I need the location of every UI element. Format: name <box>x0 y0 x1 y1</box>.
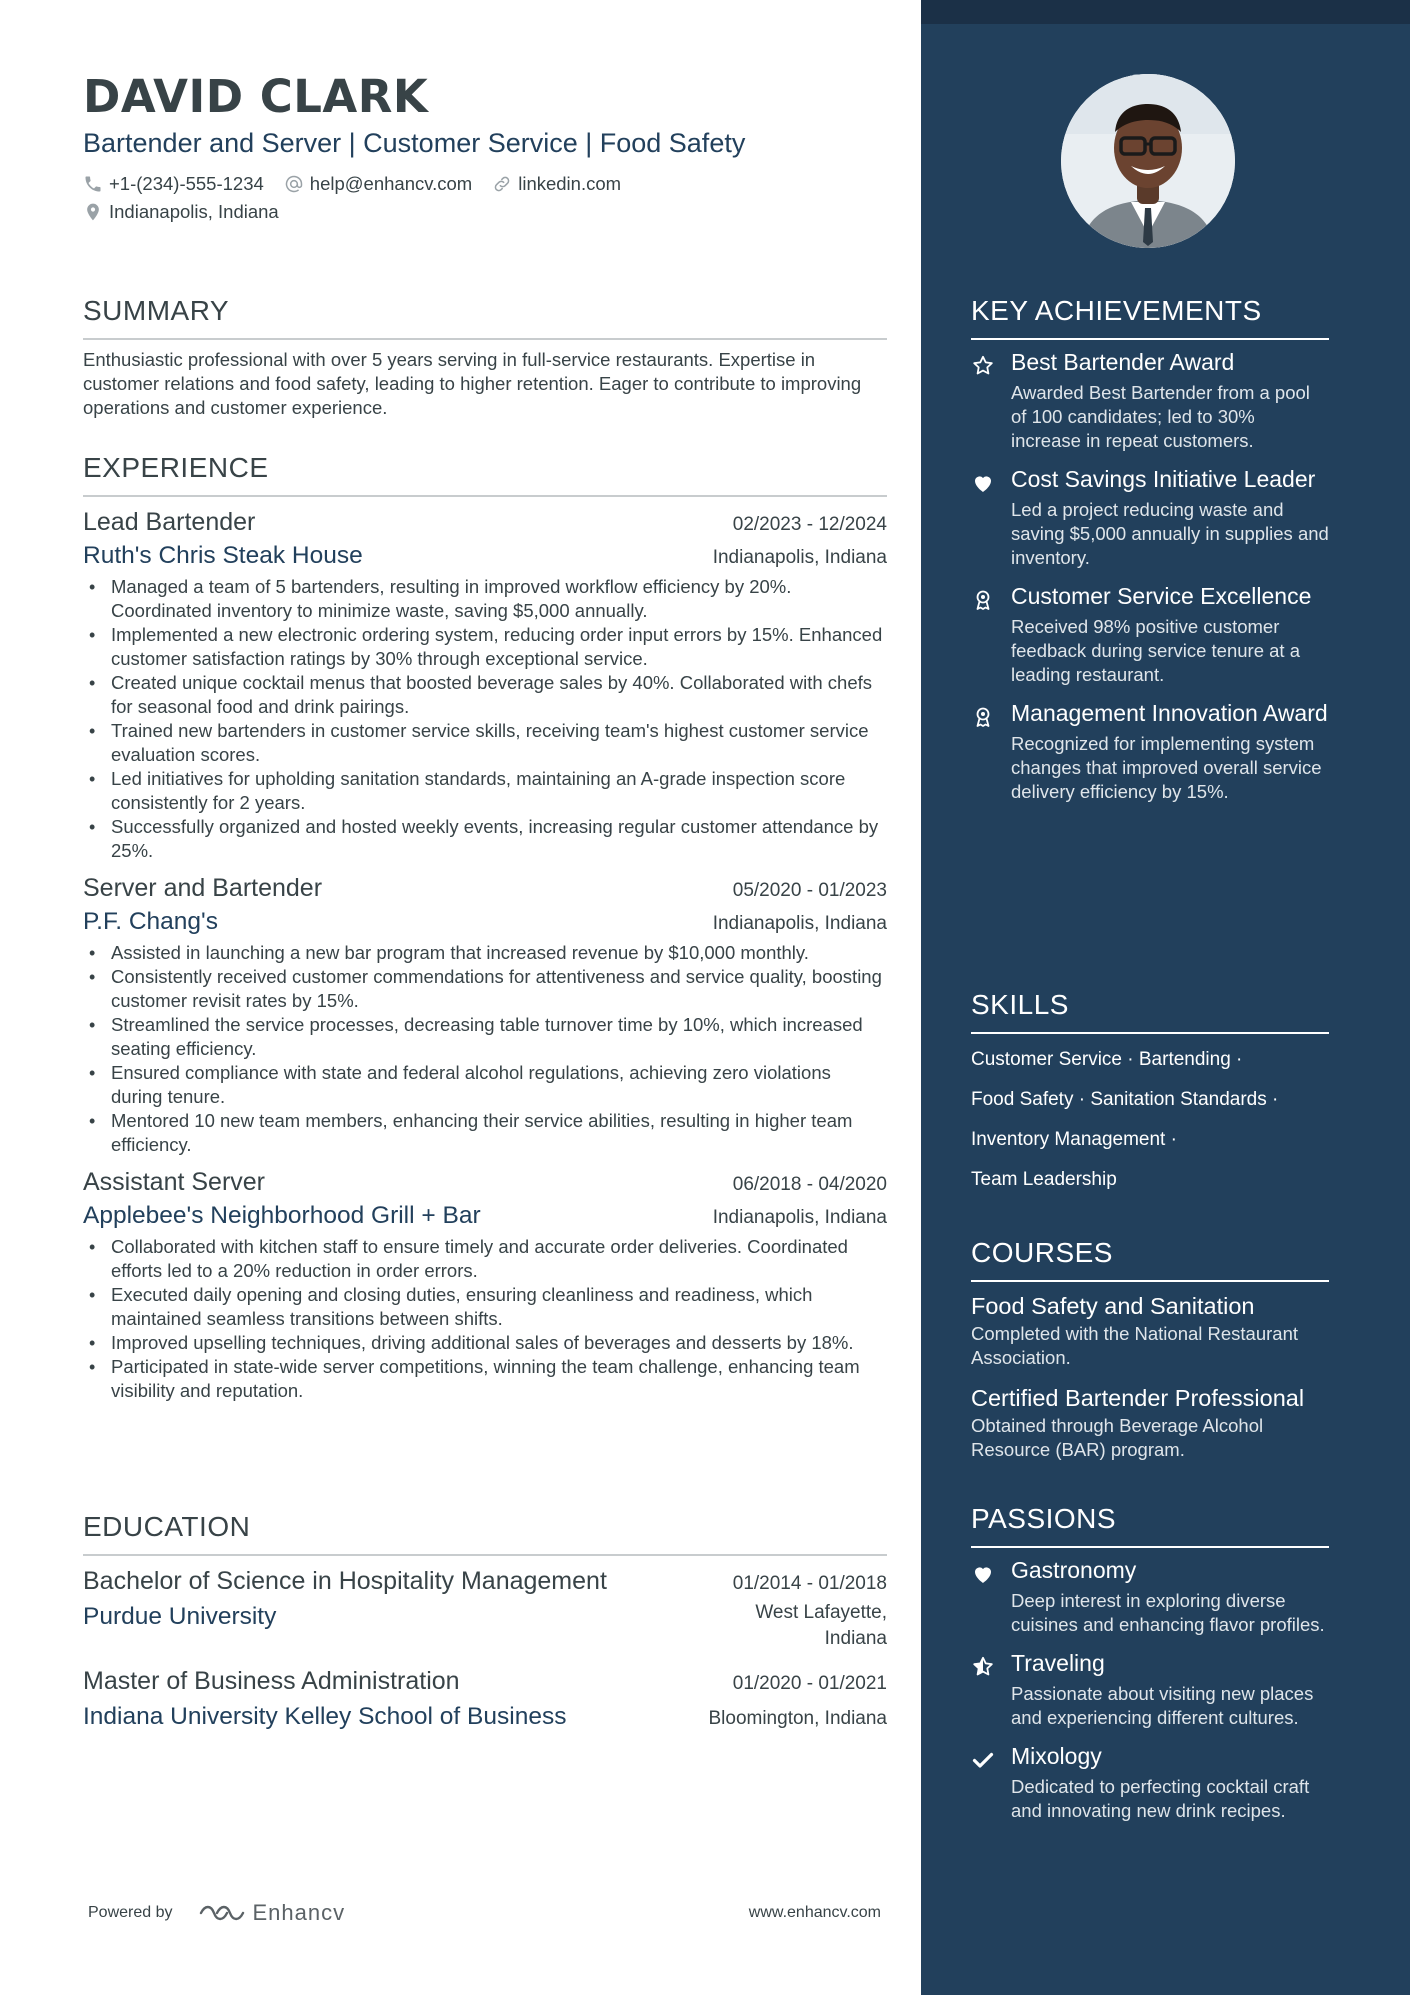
achievement-item <box>971 465 1329 570</box>
job-entry <box>83 505 887 863</box>
achievement-description: Received 98% positive customer feedback during service tenure at a leading restaurant. <box>1011 616 1300 685</box>
brand-name: Enhancv <box>252 1900 346 1925</box>
sidebar-top-bar <box>921 0 1410 24</box>
job-location: Indianapolis, Indiana <box>712 913 887 934</box>
bullet-item: • Streamlined the service processes, decreasing table turnover time by 10%, which increased seating efficiency. <box>83 1013 887 1061</box>
bullet-item: • Managed a team of 5 bartenders, resulting in improved workflow efficiency by 20%. Coordinated inventory to minimize waste, saving $5,000 annually. <box>83 575 887 623</box>
job-dates: 06/2018 - 04/2020 <box>732 1174 887 1195</box>
powered-by <box>88 1900 397 1926</box>
bullet-item: • Successfully organized and hosted weekly events, increasing regular customer attendance by 25%. <box>83 815 887 863</box>
email-text: help@enhancv.com <box>309 173 473 194</box>
bullet-item: • Ensured compliance with state and federal alcohol regulations, achieving zero violations during tenure. <box>83 1061 887 1109</box>
experience-section <box>83 451 887 1403</box>
education-entry <box>83 1662 887 1734</box>
bullet-item: • Implemented a new electronic ordering system, reducing order input errors by 15%. Enhanced customer satisfaction ratings by 30% through exceptional service. <box>83 623 887 671</box>
passions-section <box>971 1502 1329 1823</box>
skills-section <box>971 988 1329 1200</box>
summary-heading: SUMMARY <box>83 294 887 340</box>
email-contact[interactable] <box>284 170 472 198</box>
company-name: Ruth's Chris Steak House <box>83 542 363 569</box>
brand-logo[interactable] <box>199 1900 372 1926</box>
education-entry <box>83 1562 887 1652</box>
skill-line: Team Leadership <box>971 1169 1117 1190</box>
job-title: Assistant Server <box>83 1168 266 1196</box>
contact-info <box>83 170 887 226</box>
passion-title: Traveling <box>1011 1650 1105 1676</box>
job-location: Indianapolis, Indiana <box>712 547 887 568</box>
course-description: Completed with the National Restaurant Association. <box>971 1323 1299 1368</box>
achievement-description: Led a project reducing waste and saving $5,000 annually in supplies and inventory. <box>1011 499 1329 568</box>
candidate-headline: Bartender and Server | Customer Service | Food Safety <box>83 128 746 158</box>
checkmark-icon <box>971 1748 995 1772</box>
achievement-title: Best Bartender Award <box>1011 349 1235 375</box>
education-dates: 01/2014 - 01/2018 <box>732 1573 887 1594</box>
bullet-item: • Mentored 10 new team members, enhancing their service abilities, resulting in higher team efficiency. <box>83 1109 887 1157</box>
powered-by-label: Powered by <box>88 1904 173 1921</box>
location-pin-icon <box>83 202 103 222</box>
bullet-item: • Led initiatives for upholding sanitation standards, maintaining an A-grade inspection score consistently for 2 years. <box>83 767 887 815</box>
course-item <box>971 1290 1329 1370</box>
skill-line: Inventory Management · <box>971 1129 1177 1150</box>
star-half-icon <box>971 1655 995 1679</box>
education-location <box>755 1600 887 1652</box>
achievement-item <box>971 348 1329 453</box>
avatar-illustration <box>1061 74 1235 248</box>
website-link[interactable]: www.enhancv.com <box>748 1904 881 1921</box>
location-text: Indianapolis, Indiana <box>109 201 279 222</box>
school-name: Purdue University <box>83 1603 277 1630</box>
job-entry <box>83 1165 887 1403</box>
skills-heading: SKILLS <box>971 988 1329 1034</box>
job-title: Server and Bartender <box>83 874 323 902</box>
job-bullets <box>83 941 887 1157</box>
bullet-item: • Executed daily opening and closing duties, ensuring cleanliness and readiness, which maintained seamless transitions between shifts. <box>83 1283 887 1331</box>
education-location: Bloomington, Indiana <box>708 1708 887 1729</box>
passion-description: Dedicated to perfecting cocktail craft and innovating new drink recipes. <box>1011 1776 1310 1821</box>
linkedin-contact[interactable] <box>492 170 621 198</box>
courses-section <box>971 1236 1329 1462</box>
passion-item <box>971 1742 1329 1823</box>
phone-contact[interactable] <box>83 170 264 198</box>
education-location-line: Indiana <box>824 1628 887 1649</box>
passion-item <box>971 1556 1329 1637</box>
location-contact <box>83 198 279 226</box>
achievement-description: Awarded Best Bartender from a pool of 100 candidates; led to 30% increase in repeat customers. <box>1011 382 1310 451</box>
course-title: Food Safety and Sanitation <box>971 1293 1255 1319</box>
job-location: Indianapolis, Indiana <box>712 1207 887 1228</box>
achievements-section <box>971 294 1329 804</box>
award-ribbon-icon <box>971 705 995 729</box>
phone-text: +1-(234)-555-1234 <box>109 173 264 194</box>
header <box>83 70 887 226</box>
company-name: P.F. Chang's <box>83 908 218 935</box>
achievement-title: Cost Savings Initiative Leader <box>1011 466 1316 492</box>
achievement-item <box>971 699 1329 804</box>
bullet-item: • Trained new bartenders in customer service skills, receiving team's highest customer service evaluation scores. <box>83 719 887 767</box>
achievement-description: Recognized for implementing system changes that improved overall service delivery efficiency by 15%. <box>1011 733 1322 802</box>
star-outline-icon <box>971 354 995 378</box>
bullet-item: • Consistently received customer commendations for attentiveness and service quality, boosting customer revisit rates by 15%. <box>83 965 887 1013</box>
summary-section <box>83 294 887 420</box>
passions-heading: PASSIONS <box>971 1502 1329 1548</box>
passion-description: Passionate about visiting new places and experiencing different cultures. <box>1011 1683 1314 1728</box>
award-ribbon-icon <box>971 588 995 612</box>
heart-icon <box>971 1562 995 1586</box>
school-name: Indiana University Kelley School of Business <box>83 1703 567 1730</box>
bullet-item: • Collaborated with kitchen staff to ensure timely and accurate order deliveries. Coordinated efforts led to a 20% reduction in order errors. <box>83 1235 887 1283</box>
job-title: Lead Bartender <box>83 508 256 536</box>
education-section <box>83 1510 887 1734</box>
candidate-name: DAVID CLARK <box>83 70 429 123</box>
summary-text: Enthusiastic professional with over 5 years serving in full-service restaurants. Expertise in customer relations and food safety, leading to higher retention. Eager to contribute to improving operations and customer experience. <box>83 349 862 418</box>
achievement-item <box>971 582 1329 687</box>
course-title: Certified Bartender Professional <box>971 1385 1305 1411</box>
degree-title: Master of Business Administration <box>83 1667 460 1695</box>
job-dates: 05/2020 - 01/2023 <box>732 880 887 901</box>
passion-title: Gastronomy <box>1011 1557 1137 1583</box>
bullet-item: • Participated in state-wide server competitions, winning the team challenge, enhancing team visibility and reputation. <box>83 1355 887 1403</box>
skill-line: Customer Service · Bartending · <box>971 1049 1243 1070</box>
achievement-title: Customer Service Excellence <box>1011 583 1312 609</box>
phone-icon <box>83 174 103 194</box>
avatar <box>1061 74 1235 248</box>
passion-description: Deep interest in exploring diverse cuisines and enhancing flavor profiles. <box>1011 1590 1325 1635</box>
job-dates: 02/2023 - 12/2024 <box>732 514 887 535</box>
linkedin-text: linkedin.com <box>518 173 622 194</box>
enhancv-logo-icon <box>199 1901 245 1925</box>
achievement-title: Management Innovation Award <box>1011 700 1328 726</box>
education-dates: 01/2020 - 01/2021 <box>732 1673 887 1694</box>
bullet-item: • Improved upselling techniques, driving additional sales of beverages and desserts by 18%. <box>83 1331 887 1355</box>
job-bullets <box>83 1235 887 1403</box>
link-icon <box>492 174 512 194</box>
heart-icon <box>971 471 995 495</box>
job-bullets <box>83 575 887 863</box>
job-entry <box>83 871 887 1157</box>
education-heading: EDUCATION <box>83 1510 887 1556</box>
at-icon <box>284 174 304 194</box>
skill-line: Food Safety · Sanitation Standards · <box>971 1089 1279 1110</box>
footer <box>88 1900 881 1926</box>
degree-title: Bachelor of Science in Hospitality Management <box>83 1567 607 1595</box>
achievements-heading: KEY ACHIEVEMENTS <box>971 294 1329 340</box>
course-description: Obtained through Beverage Alcohol Resource (BAR) program. <box>971 1415 1264 1460</box>
sidebar <box>921 0 1410 1995</box>
skills-list <box>971 1040 1329 1200</box>
company-name: Applebee's Neighborhood Grill + Bar <box>83 1202 481 1229</box>
passion-title: Mixology <box>1011 1743 1102 1769</box>
courses-heading: COURSES <box>971 1236 1329 1282</box>
education-location-line: West Lafayette, <box>755 1602 887 1623</box>
passion-item <box>971 1649 1329 1730</box>
experience-heading: EXPERIENCE <box>83 451 887 497</box>
course-item <box>971 1382 1329 1462</box>
bullet-item: • Created unique cocktail menus that boosted beverage sales by 40%. Collaborated with chefs for seasonal food and drink pairings. <box>83 671 887 719</box>
bullet-item: • Assisted in launching a new bar program that increased revenue by $10,000 monthly. <box>83 941 887 965</box>
